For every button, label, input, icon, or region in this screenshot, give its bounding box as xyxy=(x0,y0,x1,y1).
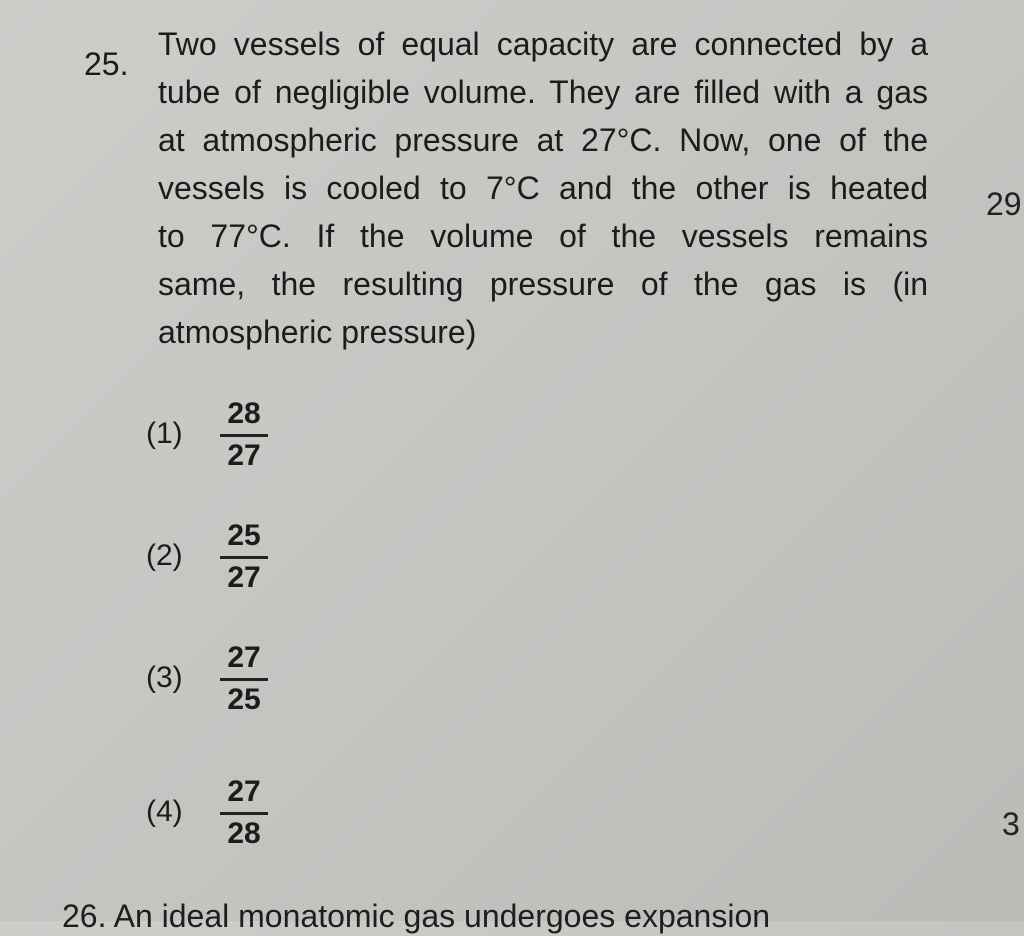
option-label: (4) xyxy=(146,795,183,828)
option-label: (1) xyxy=(146,417,183,450)
fraction-denominator: 28 xyxy=(227,817,261,850)
fraction-numerator: 27 xyxy=(227,775,261,808)
option-label: (3) xyxy=(146,661,183,694)
fraction-bar xyxy=(220,434,268,437)
question-text xyxy=(158,20,928,356)
option-label: (2) xyxy=(146,539,183,572)
question-line: Two vessels of equal capacity are connected by a xyxy=(158,26,928,62)
fraction-denominator: 25 xyxy=(227,683,261,716)
question-line: to 77°C. If the volume of the vessels remains xyxy=(158,218,928,254)
option-fraction xyxy=(220,642,268,716)
question-line: tube of negligible volume. They are filled with a gas xyxy=(158,74,928,110)
question-line: atmospheric pressure) xyxy=(158,314,477,350)
option-2[interactable] xyxy=(146,519,366,594)
question-line: vessels is cooled to 7°C and the other is heated xyxy=(158,170,928,206)
question-line: same, the resulting pressure of the gas is (in xyxy=(158,266,928,302)
question-line: at atmospheric pressure at 27°C. Now, one of the xyxy=(158,122,928,158)
fraction-bar xyxy=(220,678,268,681)
margin-number-bottom: 3 xyxy=(1002,806,1020,842)
question-number: 25. xyxy=(84,46,129,82)
option-fraction xyxy=(220,398,268,472)
option-4[interactable] xyxy=(146,775,366,850)
margin-number-top: 29 xyxy=(986,186,1022,222)
option-fraction xyxy=(220,520,268,594)
option-fraction xyxy=(220,776,268,850)
fraction-denominator: 27 xyxy=(227,561,261,594)
option-1[interactable] xyxy=(146,397,366,472)
option-3[interactable] xyxy=(146,641,366,716)
fraction-numerator: 27 xyxy=(227,641,261,674)
fraction-bar xyxy=(220,556,268,559)
fraction-denominator: 27 xyxy=(227,439,261,472)
fraction-numerator: 28 xyxy=(227,397,261,430)
fraction-numerator: 25 xyxy=(227,519,261,552)
next-question-partial: 26. An ideal monatomic gas undergoes expansion xyxy=(62,898,771,934)
fraction-bar xyxy=(220,812,268,815)
